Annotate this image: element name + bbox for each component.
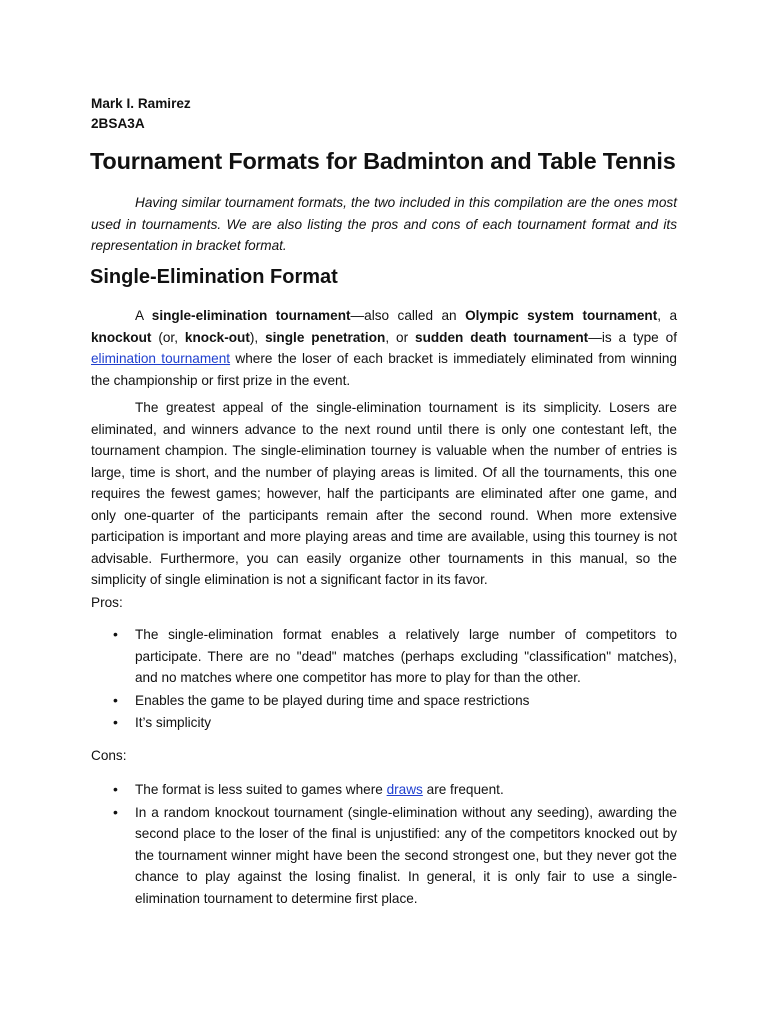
text-run: are frequent. — [422, 782, 504, 797]
text-run: , or — [385, 329, 416, 345]
term-sudden-death: sudden death tournament — [415, 329, 589, 345]
elimination-tournament-link[interactable]: elimination tournament — [91, 351, 231, 366]
document-title: Tournament Formats for Badminton and Table Tennis — [90, 148, 676, 174]
pros-item: • The single-elimination format enables a relatively large number of competitors to participate. There are no "dead" matches (perhaps excluding "classification" matches), and no matches where one competitor has more to play for than the other. — [91, 624, 677, 689]
text-run: ), — [249, 329, 266, 345]
draws-link[interactable]: draws — [386, 782, 423, 797]
pros-item: • It’s simplicity — [91, 712, 677, 734]
text-run: —also called an — [350, 308, 466, 323]
intro-paragraph: Having similar tournament formats, the two included in this compilation are the ones most used in tournaments. We are also listing the pros and cons of each tournament format and its representation in bracket format. — [91, 195, 677, 253]
term-single-penetration: single penetration — [265, 329, 386, 345]
cons-list — [91, 779, 677, 910]
pros-list — [91, 624, 677, 735]
text-run: , a — [657, 308, 678, 323]
text-run: A — [135, 308, 152, 323]
cons-item: • In a random knockout tournament (single-elimination without any seeding), awarding the second place to the loser of the final is unjustified: any of the competitors knocked out by the tournament winner might have been the second strongest one, but they never got the chance to play against the losing finalist. In general, it is only fair to use a single-elimination tournament to determine first place. — [91, 802, 677, 910]
cons-label: Cons: — [91, 748, 127, 763]
pros-item: • Enables the game to be played during time and space restrictions — [91, 690, 677, 712]
appeal-paragraph: The greatest appeal of the single-elimination tournament is its simplicity. Losers are eliminated, and winners advance to the next round until there is only one contestant left, the tournament champion. The single-elimination tourney is valuable when the number of entries is large, time is short, and the number of playing areas is limited. Of all the tournaments, this one requires the fewest games; however, half the participants are eliminated after one game, and only one-quarter of the participants remain after the second round. When more extensive participation is important and more playing areas and time are available, using this tourney is not advisable. Furthermore, you can easily organize other tournaments in this manual, so the simplicity of single elimination is not a significant factor in its favor. — [91, 400, 677, 587]
text-run: (or, — [151, 329, 185, 345]
term-single-elimination: single-elimination tournament — [151, 308, 351, 323]
cons-item — [91, 779, 677, 801]
author-section: 2BSA3A — [91, 116, 145, 131]
author-name: Mark I. Ramirez — [91, 96, 191, 111]
author-block — [91, 94, 191, 134]
term-olympic-system: Olympic system tournament — [465, 308, 658, 323]
term-knock-out: knock-out — [184, 329, 250, 345]
term-knockout: knockout — [91, 329, 152, 345]
text-run: The format is less suited to games where — [135, 782, 387, 797]
section-heading: Single-Elimination Format — [90, 266, 338, 288]
text-run: —is a type of — [588, 329, 677, 345]
text-run: where the loser of each bracket is immediately eliminated from winning the championship or first prize in the event. — [91, 351, 677, 388]
definition-paragraph — [91, 305, 677, 391]
pros-label: Pros: — [91, 595, 123, 610]
